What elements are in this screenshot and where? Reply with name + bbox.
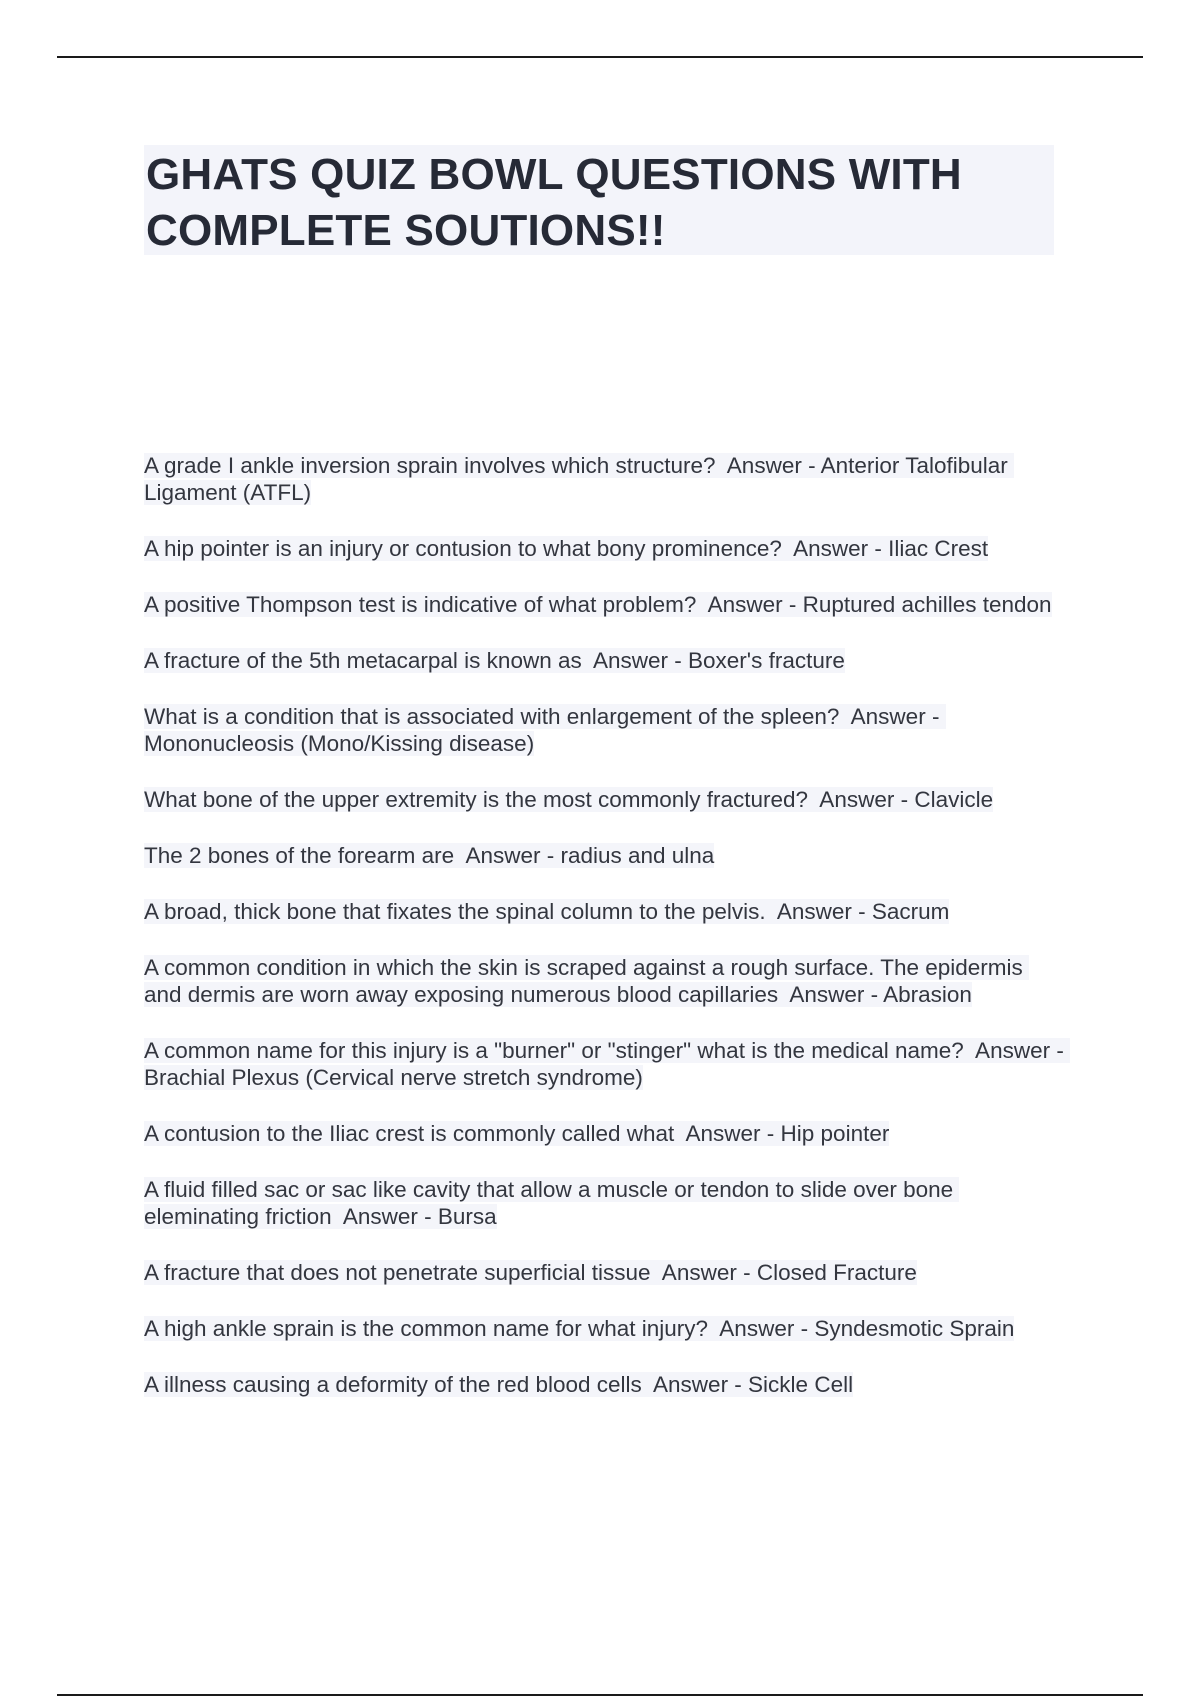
question-item-13 bbox=[144, 1259, 1064, 1286]
question-list bbox=[144, 452, 1071, 1427]
question-item-4 bbox=[144, 647, 1064, 674]
question-item-11 bbox=[144, 1120, 1064, 1147]
question-text: What bone of the upper extremity is the most commonly fractured? Answer - Clavicle bbox=[144, 787, 994, 812]
header-rule bbox=[57, 56, 1143, 58]
question-item-3 bbox=[144, 591, 1064, 618]
question-item-1 bbox=[144, 452, 1064, 506]
question-text: A illness causing a deformity of the red blood cells Answer - Sickle Cell bbox=[144, 1372, 854, 1397]
question-item-14 bbox=[144, 1315, 1064, 1342]
question-text: A contusion to the Iliac crest is commonly called what Answer - Hip pointer bbox=[144, 1121, 890, 1146]
question-text: A fracture of the 5th metacarpal is known as Answer - Boxer's fracture bbox=[144, 648, 845, 673]
question-item-2 bbox=[144, 535, 1064, 562]
question-text: A high ankle sprain is the common name for what injury? Answer - Syndesmotic Sprain bbox=[144, 1316, 1015, 1341]
question-text: A hip pointer is an injury or contusion to what bony prominence? Answer - Iliac Crest bbox=[144, 536, 989, 561]
document-title: GHATS QUIZ BOWL QUESTIONS WITH COMPLETE SOUTIONS!! bbox=[146, 150, 962, 255]
question-text: A fracture that does not penetrate superficial tissue Answer - Closed Fracture bbox=[144, 1260, 917, 1285]
question-item-7 bbox=[144, 842, 1064, 869]
question-item-5 bbox=[144, 703, 1064, 757]
question-item-6 bbox=[144, 786, 1064, 813]
question-item-15 bbox=[144, 1371, 1064, 1398]
question-text: A positive Thompson test is indicative of what problem? Answer - Ruptured achilles tendon bbox=[144, 592, 1052, 617]
question-text: A fluid filled sac or sac like cavity that allow a muscle or tendon to slide over bone eleminating friction Answer - Bursa bbox=[144, 1177, 960, 1229]
footer-rule bbox=[57, 1694, 1143, 1696]
question-item-9 bbox=[144, 954, 1064, 1008]
question-item-10 bbox=[144, 1037, 1071, 1091]
question-text: A broad, thick bone that fixates the spinal column to the pelvis. Answer - Sacrum bbox=[144, 899, 950, 924]
question-text: A grade I ankle inversion sprain involves which structure? Answer - Anterior Talofibular Ligament (ATFL) bbox=[144, 453, 1015, 505]
question-text: What is a condition that is associated with enlargement of the spleen? Answer - Mononucleosis (Mono/Kissing disease) bbox=[144, 704, 946, 756]
title-block bbox=[144, 145, 1054, 255]
question-item-8 bbox=[144, 898, 1064, 925]
question-text: A common name for this injury is a "burner" or "stinger" what is the medical name? Answer - Brachial Plexus (Cervical nerve stretch syndrome) bbox=[144, 1038, 1071, 1090]
question-item-12 bbox=[144, 1176, 1064, 1230]
question-text: The 2 bones of the forearm are Answer - radius and ulna bbox=[144, 843, 715, 868]
question-text: A common condition in which the skin is scraped against a rough surface. The epidermis and dermis are worn away exposing numerous blood capillaries Answer - Abrasion bbox=[144, 955, 1030, 1007]
